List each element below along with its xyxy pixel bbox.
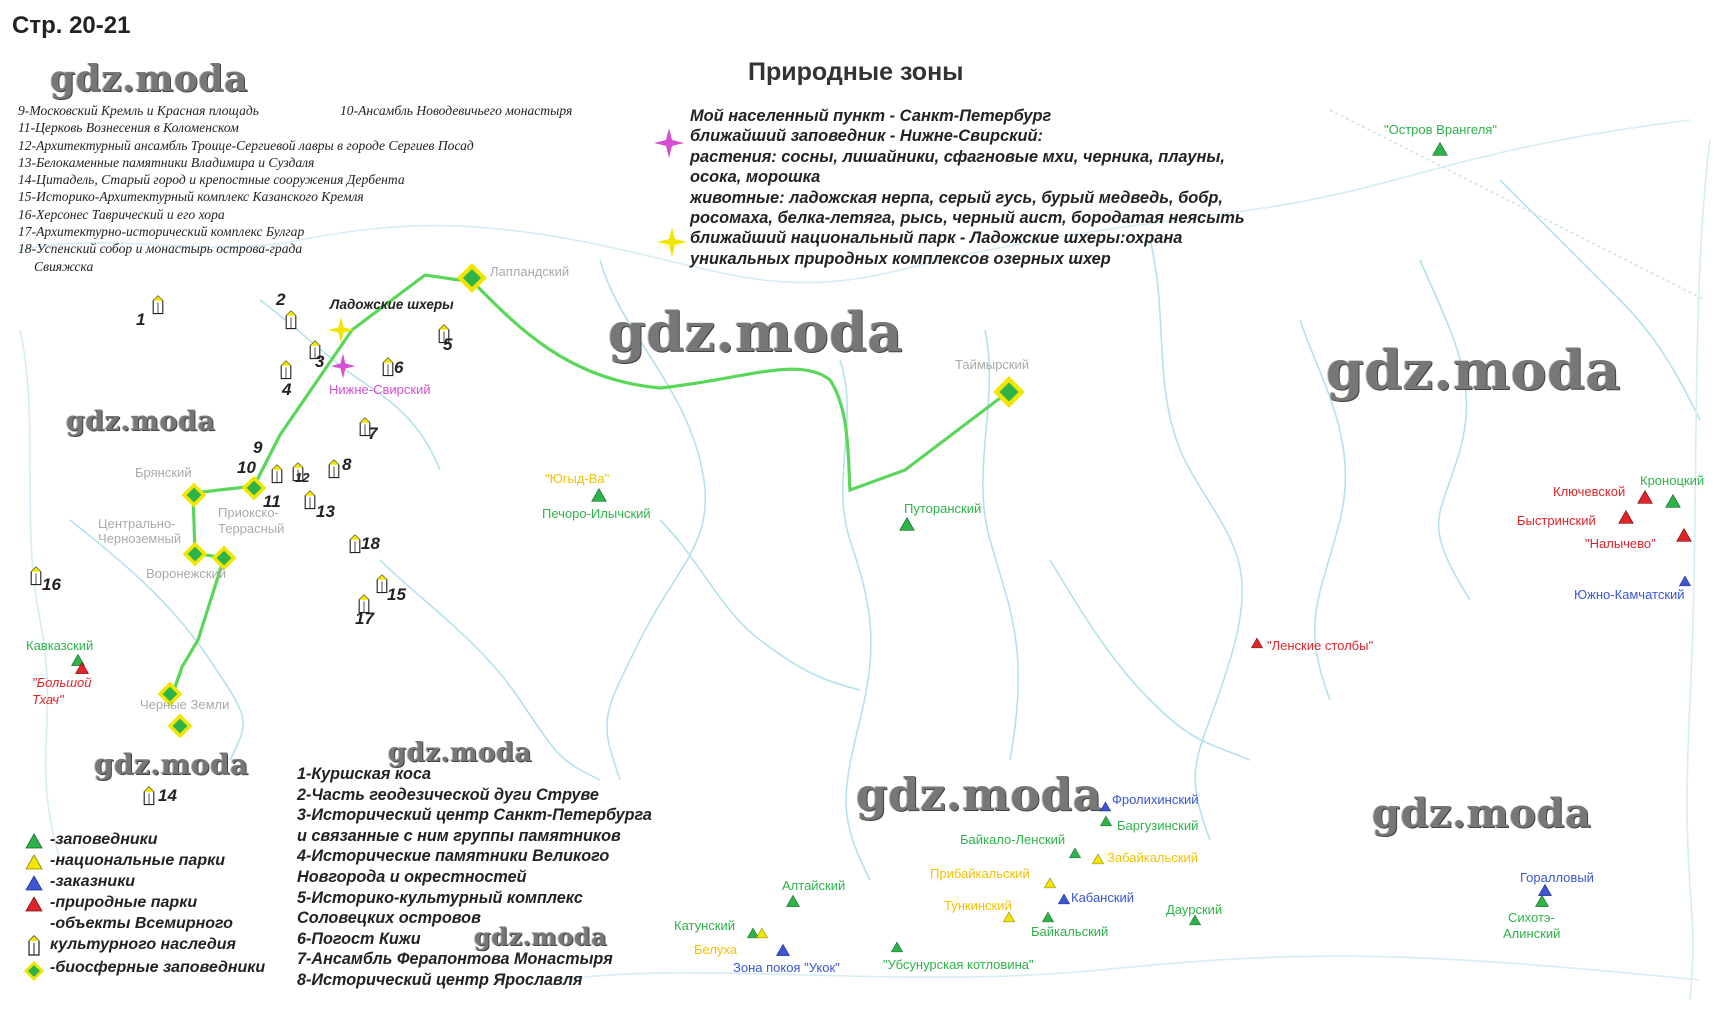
green-triangle-icon [1431, 140, 1449, 158]
legend-label: -заказники [50, 873, 136, 890]
blue-triangle-icon [1678, 574, 1692, 588]
legend-label: -природные парки [50, 894, 198, 911]
watermark: gdz.moda [1326, 338, 1621, 402]
watermark: gdz.moda [66, 406, 216, 437]
place-label: Алтайский [782, 878, 846, 893]
place-label: "Югыд-Ва" [545, 471, 610, 486]
whs-bottom-item: Новгорода и окрестностей [297, 867, 527, 886]
whs-number-label: 16 [42, 575, 61, 594]
whs-bottom-item: 5-Историко-культурный комплекс [297, 888, 583, 907]
whs-number-label: 2 [276, 290, 286, 309]
whs-bottom-item: Соловецких островов [297, 909, 481, 928]
local-info-line: животные: ладожская нерпа, серый гусь, бурый медведь, бобр, [690, 188, 1223, 207]
place-label: Путоранский [904, 501, 982, 516]
whs-number-label: 7 [368, 424, 378, 443]
place-label: Черные Земли [140, 697, 230, 712]
place-label: Сихотэ- [1508, 910, 1555, 925]
green-triangle-icon [1664, 492, 1682, 510]
yellow-triangle-icon [1043, 876, 1057, 890]
place-label: Баргузинский [1117, 818, 1199, 833]
local-info-line: ближайший заповедник - Нижне-Свирский: [690, 127, 1043, 146]
green-triangle-icon [890, 940, 904, 954]
green-triangle-icon [24, 831, 44, 851]
local-info [690, 106, 1245, 269]
whs-top-item: 9-Московский Кремль и Красная площадь [18, 103, 259, 118]
ladoga-star-icon [326, 315, 356, 345]
whs-number-label: 14 [158, 786, 177, 805]
whs-number-label: 3 [315, 352, 325, 371]
map-title: Природные зоны [748, 58, 964, 86]
biosphere-diamond-icon [181, 540, 209, 568]
watermark: gdz.moda [94, 748, 249, 781]
legend-label: -биосферные заповедники [50, 959, 266, 976]
local-info-line: ближайший национальный парк - Ладожские шхеры:охрана [690, 229, 1183, 248]
blue-triangle-icon [775, 942, 791, 958]
place-label: Кабанский [1071, 890, 1135, 905]
whs-bottom-item: 1-Куршская коса [297, 765, 431, 783]
green-triangle-icon [590, 486, 608, 504]
place-label: Брянский [135, 465, 192, 480]
blue-triangle-icon [1057, 892, 1071, 906]
place-label: Нижне-Свирский [329, 382, 431, 397]
watermark: gdz.moda [608, 300, 903, 364]
biosphere-diamond-icon [22, 959, 46, 983]
whs-top-item: 11-Церковь Вознесения в Коломенском [18, 120, 239, 136]
whs-number-label: 5 [443, 335, 453, 354]
whs-bottom-item: 8-Исторический центр Ярославля [297, 970, 583, 989]
biosphere-diamond-icon [991, 374, 1027, 410]
local-info-line: Мой населенный пункт - Санкт-Петербург [690, 107, 1052, 125]
local-info-line: осока, морошка [690, 168, 821, 187]
place-label: Кроноцкий [1640, 473, 1705, 488]
whs-number-label: 10 [237, 458, 256, 477]
green-triangle-icon [1099, 814, 1113, 828]
whs-icon [269, 460, 285, 486]
place-label: "Ленские столбы" [1267, 638, 1374, 653]
place-label: Зона покоя "Укок" [733, 960, 840, 975]
place-label: Даурский [1166, 902, 1223, 917]
whs-bottom-item: 3-Исторический центр Санкт-Петербурга [297, 806, 652, 825]
green-triangle-icon [1068, 846, 1082, 860]
place-label: "Большой [32, 675, 92, 690]
whs-bottom-list [297, 764, 652, 991]
place-label: Ладожские шхеры [330, 297, 454, 312]
page-reference: Стр. 20-21 [12, 12, 131, 39]
whs-number-label: 6 [394, 358, 404, 377]
legend-label: -национальные парки [50, 852, 225, 869]
place-label: "Налычево" [1585, 536, 1656, 551]
whs-bottom-item: 2-Часть геодезической дуги Струве [297, 785, 599, 804]
whs-number-label: 9 [253, 438, 263, 457]
whs-top-item: 13-Белокаменные памятники Владимира и Суздаля [18, 154, 315, 170]
whs-top-item: 15-Историко-Архитектурный комплекс Казанского Кремля [18, 189, 364, 205]
local-info-line: росомаха, белка-летяга, рысь, черный аист, бородатая неясыть [690, 209, 1245, 228]
whs-number-label: 17 [355, 609, 374, 628]
watermark: gdz.moda [856, 768, 1103, 821]
whs-top-item-10: 10-Ансамбль Новодевичьего монастыря [340, 103, 573, 118]
place-label: Печоро-Илычский [542, 506, 651, 521]
place-label: Центрально- [98, 516, 176, 531]
local-info-line: растения: сосны, лишайники, сфагновые мхи, черника, плауны, [690, 147, 1225, 166]
whs-number-label: 1 [136, 310, 146, 329]
whs-top-item: 17-Архитектурно-исторический комплекс Булгар [18, 224, 305, 240]
biosphere-diamond-icon [180, 481, 208, 509]
place-label: Байкальский [1031, 924, 1109, 939]
whs-bottom-item: 6-Погост Кижи [297, 929, 421, 948]
place-label: Алинский [1503, 926, 1561, 941]
biosphere-diamond-icon [455, 261, 489, 295]
watermark: gdz.moda [474, 922, 608, 951]
whs-top-item: 14-Цитадель, Старый город и крепостные сооружения Дербента [18, 172, 405, 188]
red-triangle-icon [74, 660, 90, 676]
place-label: Воронежский [146, 566, 227, 581]
watermark: gdz.moda [388, 738, 533, 768]
place-label: Черноземный [98, 531, 182, 546]
whs-top-item: Свияжска [34, 258, 94, 274]
place-label: Лапландский [490, 264, 570, 279]
place-label: "Остров Врангеля" [1384, 122, 1497, 137]
whs-number-label: 4 [282, 380, 292, 399]
red-triangle-icon [1617, 508, 1635, 526]
whs-number-label: 13 [316, 502, 335, 521]
place-label: Быстринский [1517, 513, 1596, 528]
place-label: "Убсунурская котловина" [883, 957, 1034, 972]
place-label: Кавказский [26, 638, 94, 653]
whs-top-item: 18-Успенский собор и монастырь острова-града [18, 241, 303, 257]
yellow-triangle-icon [24, 852, 44, 872]
red-triangle-icon [1675, 526, 1693, 544]
place-label: Террасный [218, 521, 285, 536]
whs-icon [141, 782, 157, 808]
red-triangle-icon [1250, 636, 1264, 650]
whs-icon [326, 455, 342, 481]
local-info-line: уникальных природных комплексов озерных шхер [690, 249, 1111, 268]
place-label: Катунский [674, 918, 736, 933]
whs-number-label: 12 [295, 470, 310, 485]
ladoga-star-icon [655, 225, 689, 259]
blue-triangle-icon [1099, 800, 1112, 813]
whs-bottom-item: 4-Исторические памятники Великого [297, 847, 610, 866]
biosphere-diamond-icon [166, 712, 194, 740]
whs-icon [150, 291, 166, 317]
watermark: gdz.moda [1372, 790, 1592, 837]
place-label: Приокско- [218, 505, 279, 520]
whs-bottom-item: 7-Ансамбль Ферапонтова Монастыря [297, 950, 613, 969]
watermark: gdz.moda [50, 58, 248, 100]
place-label: Горалловый [1520, 870, 1594, 885]
yellow-triangle-icon [755, 926, 769, 940]
place-label: Прибайкальский [930, 866, 1030, 881]
place-label: Таймырский [955, 357, 1030, 372]
whs-icon [278, 356, 294, 382]
place-label: Тхач" [32, 692, 64, 707]
legend-label: -заповедники [50, 831, 158, 848]
whs-number-label: 18 [361, 534, 380, 553]
nizhne-svirsky-star-icon [652, 126, 686, 160]
green-triangle-icon [898, 515, 916, 533]
whs-bottom-item: и связанные с ним группы памятников [297, 826, 621, 845]
place-label: Тункинский [944, 898, 1012, 913]
legend-label: -объекты Всемирного [50, 915, 233, 932]
place-label: Фролихинский [1112, 792, 1199, 807]
whs-top-item: 12-Архитектурный ансамбль Троице-Сергиевой лавры в городе Сергиев Посад [18, 137, 474, 153]
red-triangle-icon [1636, 488, 1654, 506]
place-label: Ключевской [1553, 484, 1626, 499]
yellow-triangle-icon [1091, 852, 1105, 866]
nizhne-svirsky-star-icon [329, 352, 357, 380]
place-label: Забайкальский [1107, 850, 1198, 865]
place-label: Южно-Камчатский [1574, 587, 1685, 602]
whs-top-item: 16-Херсонес Таврический и его хора [18, 206, 225, 222]
place-label: Белуха [694, 942, 737, 957]
green-triangle-icon [785, 893, 801, 909]
place-label: Байкало-Ленский [960, 832, 1066, 847]
whs-number-label: 8 [342, 455, 352, 474]
red-triangle-icon [24, 894, 44, 914]
legend-label: культурного наследия [50, 936, 236, 953]
blue-triangle-icon [24, 873, 44, 893]
whs-number-label: 11 [263, 492, 281, 511]
green-triangle-icon [1041, 910, 1055, 924]
whs-number-label: 15 [387, 585, 406, 604]
